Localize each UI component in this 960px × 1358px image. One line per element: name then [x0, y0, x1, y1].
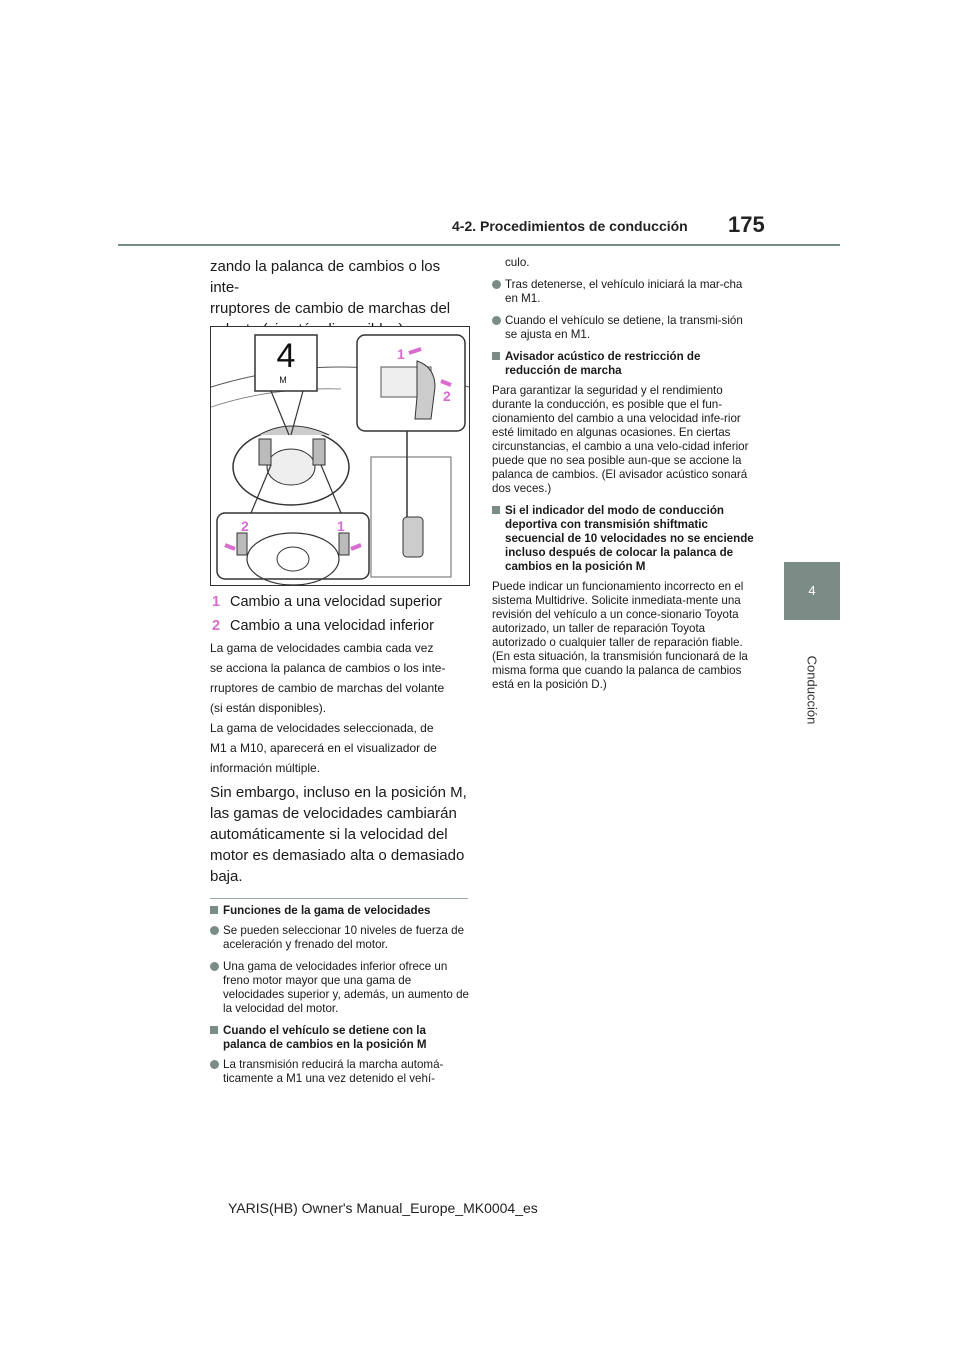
bullet-item: Tras detenerse, el vehículo iniciará la mar-cha en M1.: [492, 278, 754, 306]
p1-line: se acciona la palanca de cambios o los inte-: [210, 661, 446, 675]
section-divider: [210, 898, 468, 899]
p1-line: La gama de velocidades cambia cada vez: [210, 641, 434, 655]
p1-line: rruptores de cambio de marchas del volante: [210, 681, 445, 695]
section-title: 4-2. Procedimientos de conducción: [452, 218, 688, 234]
chapter-tab: 4: [784, 562, 840, 620]
p3-line: automáticamente si la velocidad del: [210, 826, 448, 843]
shift-figure: [210, 326, 470, 586]
chapter-label: [784, 590, 840, 760]
header-divider: [118, 244, 840, 246]
steering-shift-illustration: [211, 327, 469, 585]
bullet-item: Se pueden seleccionar 10 niveles de fuerza de aceleración y frenado del motor.: [210, 924, 472, 952]
body-text: Puede indicar un funcionamiento incorrecto en el sistema Multidrive. Solicite inmediata-mente una revisión del vehículo a un conce-sionario Toyota autorizado, un taller de reparación Toyota autorizado o cualquier taller de reparación fiable.: [492, 580, 744, 649]
p2-line: M1 a M10, aparecerá en el visualizador de: [210, 741, 437, 755]
display-digit: 4: [276, 337, 296, 375]
paddle-label-2: 2: [241, 518, 249, 534]
continued-text: culo.: [505, 256, 530, 269]
caption-num: 1: [212, 594, 221, 610]
bullet-item: Cuando el vehículo se detiene, la transmi-sión se ajusta en M1.: [492, 314, 754, 342]
paragraph-1: [210, 638, 472, 718]
body-text: (En esta situación, la transmisión funcionará de la misma forma que cuando la palanca de cambios está en la posición D.): [492, 650, 748, 691]
p1-line: (si están disponibles).: [210, 701, 327, 715]
p3-line: motor es demasiado alta o demasiado: [210, 847, 465, 864]
page-number: 175: [728, 212, 765, 237]
heading-sport-mode-indicator: Si el indicador del modo de conducción deportiva con transmisión shiftmatic secuencial de 10 velocidades no se enciende incluso después de colocar la palanca de cambios en la posición M: [492, 504, 754, 574]
paragraph-3: [210, 782, 472, 887]
chapter-label-text: Conducción: [804, 655, 820, 725]
bullet-item: La transmisión reducirá la marcha automá-ticamente a M1 una vez detenido el vehí-: [210, 1058, 472, 1086]
intro-line: rruptores de cambio de marchas del: [210, 300, 451, 317]
caption-item: [212, 616, 472, 636]
figure-label-2: 2: [443, 388, 451, 404]
paragraph-2: [210, 718, 472, 778]
right-column: [492, 256, 754, 692]
paddle-label-1: 1: [337, 518, 345, 534]
figure-captions: [212, 592, 472, 636]
heading-downshift-buzzer: Avisador acústico de restricción de reducción de marcha: [492, 350, 754, 378]
p3-line: baja.: [210, 868, 243, 885]
heading-gear-range-functions: Funciones de la gama de velocidades: [210, 904, 472, 918]
caption-num: 2: [212, 618, 221, 634]
p2-line: información múltiple.: [210, 761, 321, 775]
footer-manual-id: YARIS(HB) Owner's Manual_Europe_MK0004_es: [228, 1200, 538, 1216]
caption-text: Cambio a una velocidad superior: [230, 594, 442, 610]
caption-item: [212, 592, 472, 612]
bullet-item: Una gama de velocidades inferior ofrece un freno motor mayor que una gama de velocidades superior y, además, un aumento de la velocidad del motor.: [210, 960, 472, 1016]
caption-text: Cambio a una velocidad inferior: [230, 618, 434, 634]
figure-label-1: 1: [397, 346, 405, 362]
p3-line: Sin embargo, incluso en la posición M,: [210, 784, 467, 801]
left-notes: [210, 904, 472, 1094]
display-mode: M: [279, 375, 287, 385]
p2-line: La gama de velocidades seleccionada, de: [210, 721, 434, 735]
heading-vehicle-stops-m: Cuando el vehículo se detiene con la palanca de cambios en la posición M: [210, 1024, 472, 1052]
p3-line: las gamas de velocidades cambiarán: [210, 805, 457, 822]
intro-line: zando la palanca de cambios o los inte-: [210, 258, 441, 296]
body-text: Para garantizar la seguridad y el rendimiento durante la conducción, es posible que el fun-cionamiento del cambio a una velocidad infe-rior esté limitado en algunas ocasiones. En ciertas circunstancias, el cambio a una velo-cidad inferior puede que no sea posible aun-que se accione la palanca de cambios. (El avisador acústico sonará dos veces.): [492, 384, 749, 495]
